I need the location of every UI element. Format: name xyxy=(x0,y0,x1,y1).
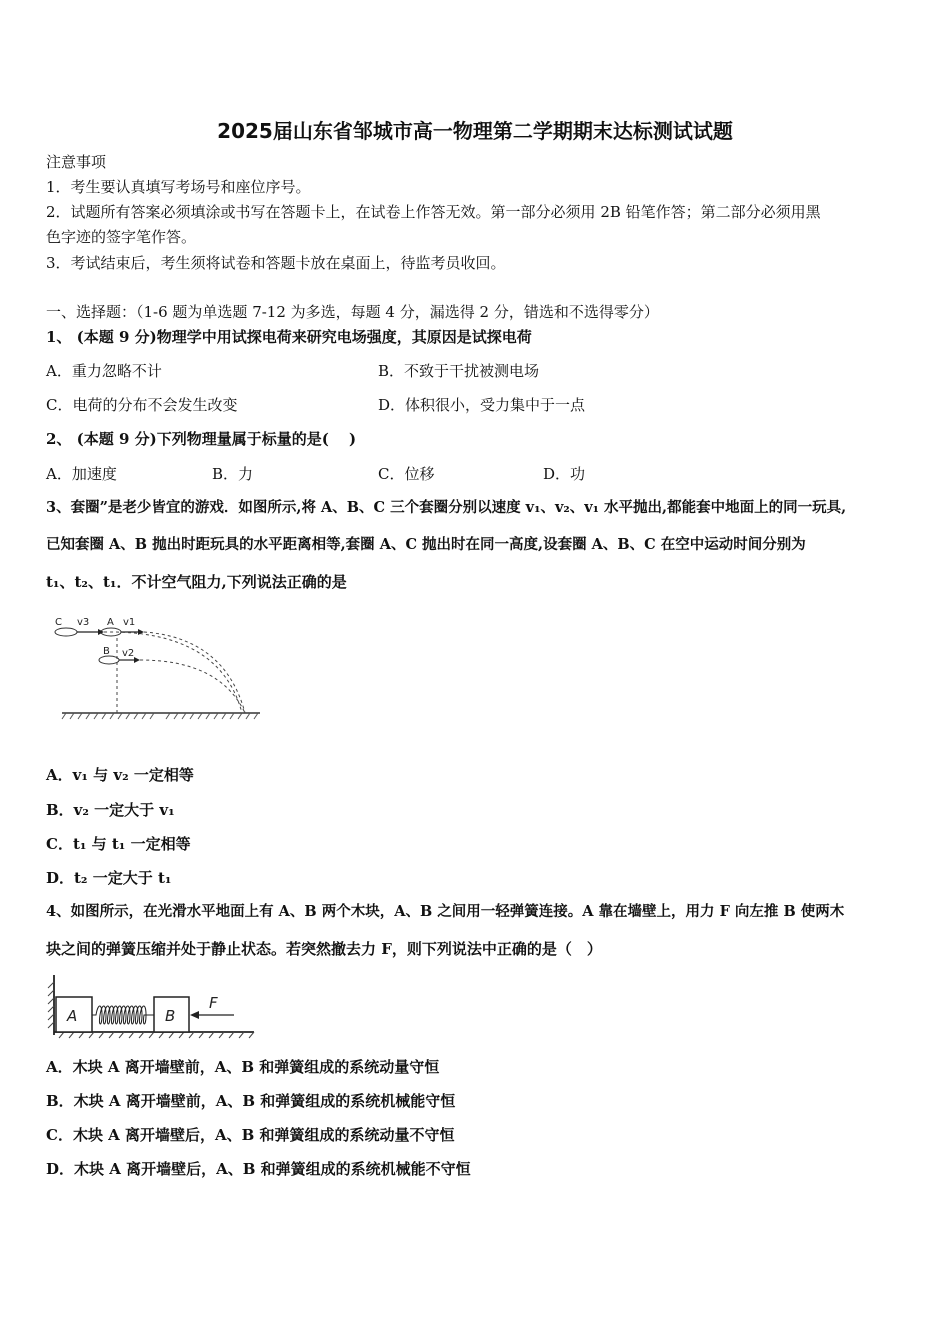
q4-stem-line1: 4、如图所示，在光滑水平地面上有 A、B 两个木块，A、B 之间用一轻弹簧连接。A 靠在墙壁上，用力 F 向左推 B 使两木 xyxy=(46,903,845,920)
floor-hatching xyxy=(59,1032,254,1038)
q4-option-c: C．木块 A 离开墙壁后，A、B 和弹簧组成的系统动量不守恒 xyxy=(46,1126,455,1144)
force-label: F xyxy=(209,994,218,1012)
label-v1: v1 xyxy=(123,617,136,628)
q1-option-b: B．不致于干扰被测电场 xyxy=(378,362,540,380)
trajectory-c xyxy=(104,632,242,713)
q3-option-a: A．v₁ 与 v₂ 一定相等 xyxy=(46,766,194,784)
q3-option-d: D．t₂ 一定大于 t₁ xyxy=(46,869,172,887)
label-v2: v2 xyxy=(122,648,135,659)
label-v3: v3 xyxy=(77,617,90,628)
ring-b xyxy=(99,656,119,664)
q3-stem-line2: 已知套圈 A、B 抛出时距玩具的水平距离相等,套圈 A、C 抛出时在同一高度,设套圈 A、B、C 在空中运动时间分别为 xyxy=(46,536,806,553)
arrow-v2-head xyxy=(134,657,140,663)
notice-item-1: 1．考生要认真填写考场号和座位序号。 xyxy=(46,178,311,196)
notice-item-3: 3．考试结束后，考生须将试卷和答题卡放在桌面上，待监考员收回。 xyxy=(46,254,506,272)
q3-option-b: B．v₂ 一定大于 v₁ xyxy=(46,801,175,819)
q4-spring-figure xyxy=(44,970,259,1042)
notice-item-2-cont: 色字迹的签字笔作答。 xyxy=(46,228,197,246)
label-c: C xyxy=(55,617,62,628)
block-b-label: B xyxy=(165,1007,176,1025)
label-a: A xyxy=(107,617,114,628)
q3-stem-line3: t₁、t₂、t₁．不计空气阻力,下列说法正确的是 xyxy=(46,573,347,591)
label-b: B xyxy=(103,646,110,657)
q4-option-d: D．木块 A 离开墙壁后，A、B 和弹簧组成的系统机械能不守恒 xyxy=(46,1160,471,1178)
notice-heading: 注意事项 xyxy=(46,153,107,171)
notice-item-2: 2．试题所有答案必须填涂或书写在答题卡上，在试卷上作答无效。第一部分必须用 2B 铅笔作答；第二部分必须用黑 xyxy=(46,203,821,221)
q3-ring-toss-figure xyxy=(50,610,270,725)
trajectory-a xyxy=(144,632,245,713)
q2-option-b: B．力 xyxy=(212,465,254,483)
q1-stem: 1、 (本题 9 分)物理学中用试探电荷来研究电场强度，其原因是试探电荷 xyxy=(46,328,532,346)
q2-option-a: A．加速度 xyxy=(46,465,117,483)
q3-stem-line1: 3、套圈”是老少皆宜的游戏．如图所示,将 A、B、C 三个套圈分别以速度 v₁、v₂、v₁ 水平抛出,都能套中地面上的同一玩具, xyxy=(46,499,847,516)
section-heading: 一、选择题：（1-6 题为单选题 7-12 为多选，每题 4 分，漏选得 2 分，错选和不选得零分） xyxy=(46,303,659,321)
q4-option-a: A．木块 A 离开墙壁前，A、B 和弹簧组成的系统动量守恒 xyxy=(46,1058,440,1076)
q3-option-c: C．t₁ 与 t₁ 一定相等 xyxy=(46,835,191,853)
q4-stem-line2: 块之间的弹簧压缩并处于静止状态。若突然撤去力 F，则下列说法中正确的是（ ） xyxy=(46,940,602,958)
trajectory-b xyxy=(140,660,245,713)
force-arrow-head xyxy=(190,1011,199,1019)
q2-option-c: C．位移 xyxy=(378,465,435,483)
q2-option-d: D．功 xyxy=(543,465,586,483)
ground-hatching xyxy=(62,713,258,719)
q2-stem: 2、 (本题 9 分)下列物理量属于标量的是( ) xyxy=(46,430,357,448)
q1-option-d: D．体积很小，受力集中于一点 xyxy=(378,396,586,414)
block-a-label: A xyxy=(67,1007,78,1025)
spring xyxy=(92,1006,154,1024)
q1-option-a: A．重力忽略不计 xyxy=(46,362,162,380)
ring-c xyxy=(55,628,77,636)
wall-hatching xyxy=(48,982,54,1028)
page-title: 2025届山东省邹城市高一物理第二学期期末达标测试试题 xyxy=(217,119,733,143)
q4-option-b: B．木块 A 离开墙壁前，A、B 和弹簧组成的系统机械能守恒 xyxy=(46,1092,456,1110)
q1-option-c: C．电荷的分布不会发生改变 xyxy=(46,396,238,414)
